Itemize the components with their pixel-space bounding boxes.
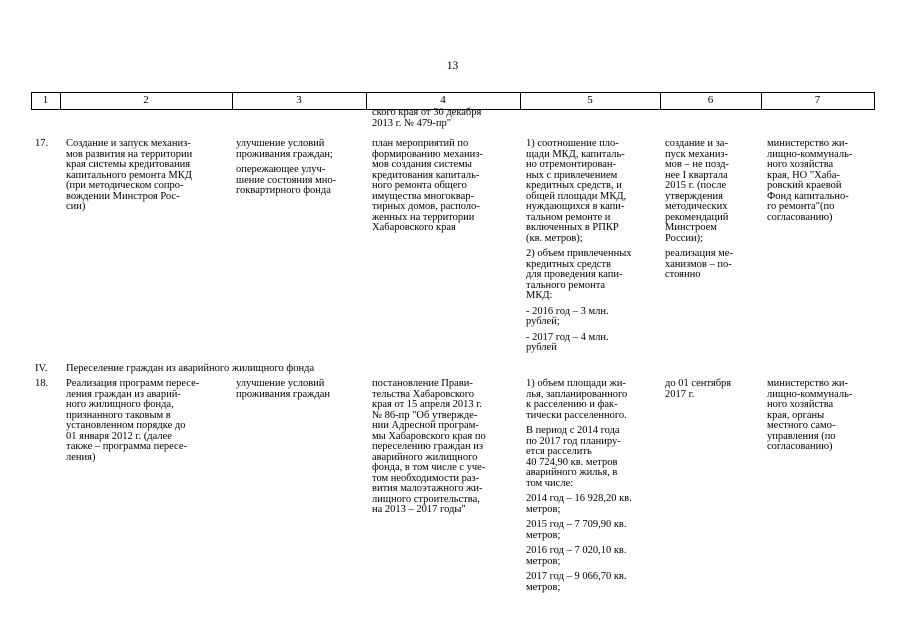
row-18-document: постановление Прави- тельства Хабаровского края от 15 апреля 2013 г. № 86-пр "Об утвержде- нии Адресной програм- мы Хабаровского края по переселению граждан из аварийного жилищного фонда, в том числе с уче- том необходимости раз- вития малоэтажного жи- лищного строительства, на 2013 – 2017 годы"	[372, 378, 486, 515]
row-17-number: 17.	[35, 138, 49, 149]
row-17-term: создание и за- пуск механиз- мов – не позд- нее I квартала 2015 г. (после утверждения методических рекомендаций Минстроем России); реализация ме- ханизмов – по- стоянно	[665, 138, 733, 280]
column-number: 6	[707, 94, 714, 106]
table-top-border	[31, 92, 875, 93]
row-17-indicators: 1) соотношение пло- щади МКД, капиталь- но отремонтирован- ных с привлечением кредитных средств, и общей площади МКД, нуждающихся в капи- тальном ремонте и включенных в РПКР (кв. метров); 2) объем привлеченных кредитных средств для проведения капи- тального ремонта МКД: - 2016 год – 3 млн. рублей; - 2017 год – 4 млн. рублей	[526, 138, 632, 353]
row-17-document: план мероприятий по формированию механиз- мов создания системы кредитования капиталь- ного ремонта общего имущества многоквар- тирных домов, располо- женных на территории Хабаровского края	[372, 138, 483, 233]
table-vline	[874, 92, 875, 109]
section-number: IV.	[35, 363, 48, 374]
column-number: 4	[440, 94, 446, 106]
column-number: 2	[143, 94, 149, 106]
column-number: 1	[42, 94, 49, 106]
carry-over-text: ского края от 30 декабря 2013 г. № 479-пр"	[372, 107, 482, 129]
row-18-executor: министерство жи- лищно-коммуналь- ного хозяйства края, органы местного само- управления (по согласованию)	[767, 378, 853, 452]
row-17-result: улучшение условий проживания граждан; опережающее улуч- шение состояния мно- гоквартирного фонда	[236, 138, 337, 196]
column-number: 7	[814, 94, 821, 106]
row-18-indicators: 1) объем площади жи- лья, запланированного к расселению и фак- тически расселенного. В период с 2014 года по 2017 год планиру- ется расселить 40 724,90 кв. метров аварийного жилья, в том числе: 2014 год – 16 928,20 кв. метров; 2015 год – 7 709,90 кв. метров; 2016 год – 7 020,10 кв. метров; 2017 год – 9 066,70 кв. метров;	[526, 378, 632, 593]
column-number: 3	[296, 94, 302, 106]
row-18-result: улучшение условий проживания граждан	[236, 378, 330, 400]
page-number: 13	[446, 60, 459, 72]
row-17-name: Создание и запуск механиз- мов развития на территории края системы кредитования капитального ремонта МКД (при методическом сопро- вождении Минстроя Рос- сии)	[66, 138, 193, 212]
row-18-number: 18.	[35, 378, 49, 389]
row-18-name: Реализация программ пересе- ления граждан из аварий- ного жилищного фонда, признанного таковым в установленном порядке до 01 января 2012 г. (далее также – программа пересе- ления)	[66, 378, 200, 463]
section-title: Переселение граждан из аварийного жилищного фонда	[66, 363, 315, 374]
row-17-executor: министерство жи- лищно-коммуналь- ного хозяйства края, НО "Хаба- ровский краевой Фонд капитально- го ремонта"(по согласованию)	[767, 138, 853, 223]
column-number: 5	[587, 94, 593, 106]
row-18-term: до 01 сентября 2017 г.	[665, 378, 732, 400]
